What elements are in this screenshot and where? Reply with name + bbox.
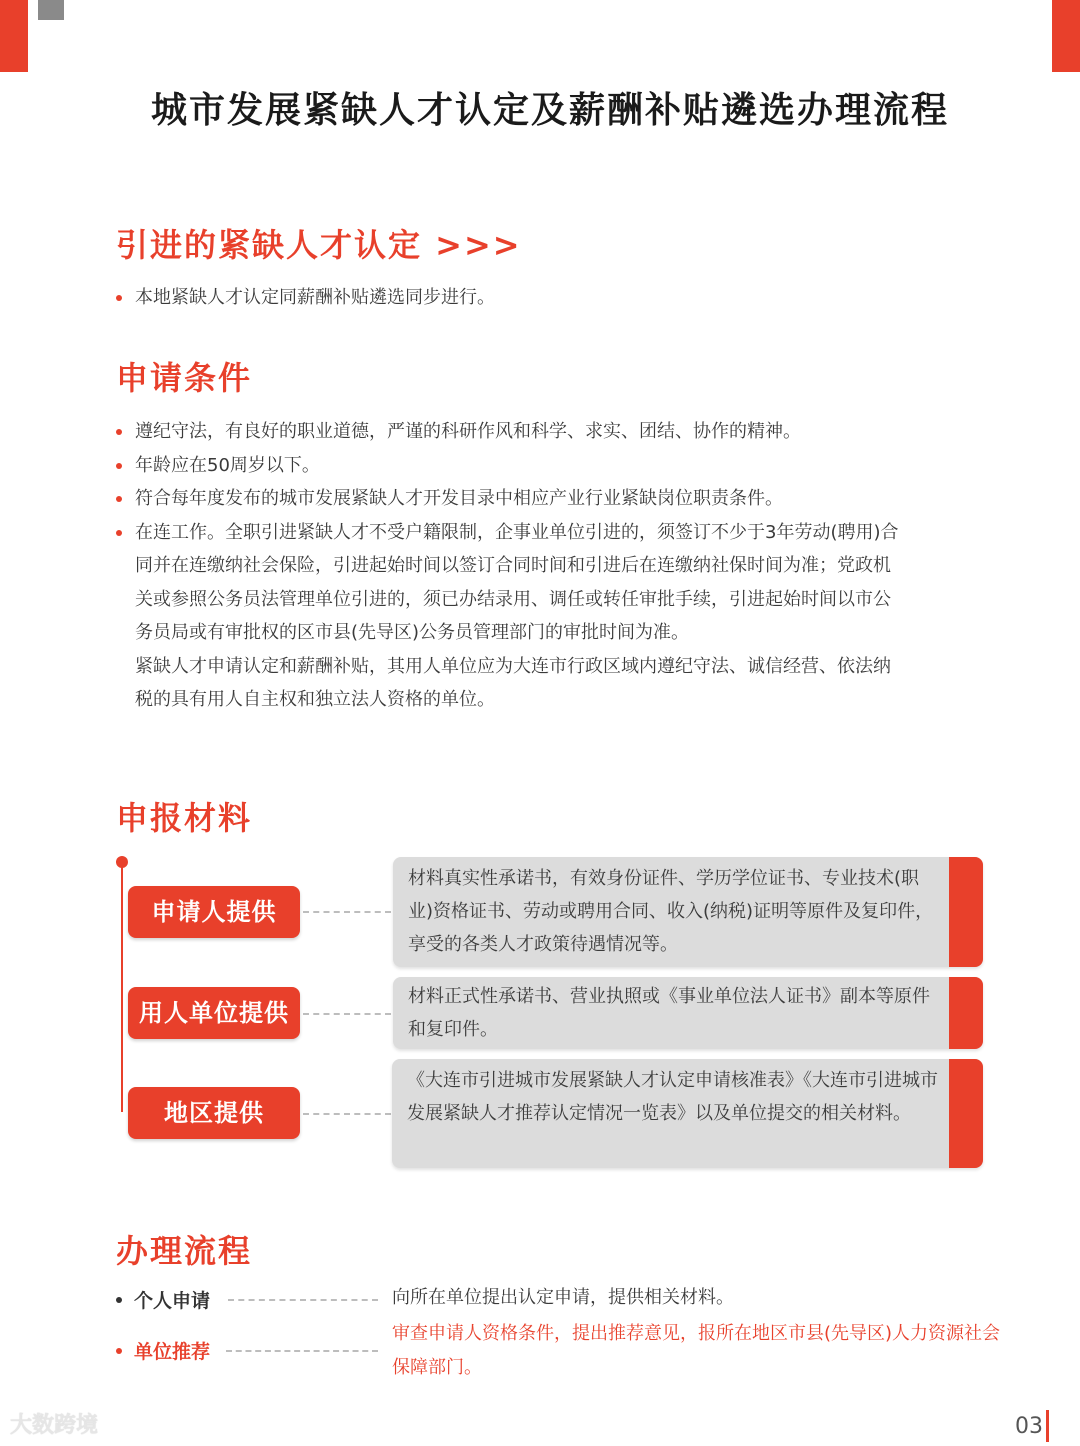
section-title-materials: 申报材料 xyxy=(116,799,253,837)
list-item: 本地紧缺人才认定同薪酬补贴遴选同步进行。 xyxy=(116,281,916,315)
material-box-region: 《大连市引进城市发展紧缺人才认定申请核准表》《大连市引进城市发展紧缺人才推荐认定情况一览表》以及单位提交的相关材料。 xyxy=(392,1059,983,1168)
list-item: 在连工作。全职引进紧缺人才不受户籍限制，企事业单位引进的，须签订不少于3年劳动(聘用)合同并在连缴纳社会保险，引进起始时间以签订合同时间和引进后在连缴纳社保时间为准；党政机关或参照公务员法管理单位引进的，须已办结录用、调任或转任审批手续，引进起始时间以市公务员局或有审批权的区市县(先导区)公务员管理部门的审批时间为准。 xyxy=(116,516,906,650)
list-item: 符合每年度发布的城市发展紧缺人才开发目录中相应产业行业紧缺岗位职责条件。 xyxy=(116,482,906,516)
process-step-unit: 单位推荐 xyxy=(116,1337,210,1364)
process-connector-dash xyxy=(228,1299,378,1301)
bullet-dot-icon xyxy=(116,1297,122,1303)
watermark: 大数跨境 xyxy=(10,1413,99,1438)
conditions-list xyxy=(116,415,906,717)
section-title-process: 办理流程 xyxy=(116,1232,253,1270)
intro-list xyxy=(116,281,916,315)
conditions-note: 紧缺人才申请认定和薪酬补贴，其用人单位应为大连市行政区域内遵纪守法、诚信经营、依法纳税的具有用人自主权和独立法人资格的单位。 xyxy=(135,655,891,710)
material-box-accent xyxy=(949,857,983,967)
bullet-dot-icon xyxy=(116,463,122,469)
process-step-personal: 个人申请 xyxy=(116,1286,210,1313)
material-box-accent xyxy=(949,1059,983,1168)
connector-dash xyxy=(303,1113,391,1115)
list-item: 遵纪守法，有良好的职业道德，严谨的科研作风和科学、求实、团结、协作的精神。 xyxy=(116,415,906,449)
connector-dash xyxy=(303,1013,391,1015)
connector-dash xyxy=(303,911,391,913)
bullet-dot-icon xyxy=(116,1348,122,1354)
process-desc-unit: 审查申请人资格条件，提出推荐意见，报所在地区市县(先导区)人力资源社会保障部门。 xyxy=(392,1323,1001,1378)
section-title-conditions: 申请条件 xyxy=(116,359,253,397)
page-number: 03 xyxy=(1015,1414,1043,1439)
material-label-region: 地区提供 xyxy=(128,1087,300,1139)
material-box-applicant: 材料真实性承诺书，有效身份证件、学历学位证书、专业技术(职业)资格证书、劳动或聘用合同、收入(纳税)证明等原件及复印件，享受的各类人才政策待遇情况等。 xyxy=(393,857,983,967)
page-title: 城市发展紧缺人才认定及薪酬补贴遴选办理流程 xyxy=(150,90,949,131)
corner-decoration-left xyxy=(0,0,28,72)
process-connector-dash xyxy=(226,1350,378,1352)
list-item: 年龄应在50周岁以下。 xyxy=(116,449,906,483)
bullet-dot-icon xyxy=(116,530,122,536)
process-desc-personal: 向所在单位提出认定申请，提供相关材料。 xyxy=(392,1287,734,1308)
material-box-accent xyxy=(949,977,983,1049)
material-label-applicant: 申请人提供 xyxy=(128,886,300,938)
material-label-employer: 用人单位提供 xyxy=(128,987,300,1039)
section-title-intro: 引进的紧缺人才认定 >>> xyxy=(116,226,522,264)
page-number-bar xyxy=(1046,1410,1049,1442)
bullet-dot-icon xyxy=(116,295,122,301)
material-box-employer: 材料正式性承诺书、营业执照或《事业单位法人证书》副本等原件和复印件。 xyxy=(393,977,983,1049)
corner-decoration-right xyxy=(1052,0,1080,72)
timeline-dot-icon xyxy=(116,856,128,868)
bullet-dot-icon xyxy=(116,429,122,435)
corner-decoration-gray xyxy=(38,0,64,20)
timeline-line xyxy=(121,862,123,1112)
bullet-dot-icon xyxy=(116,496,122,502)
